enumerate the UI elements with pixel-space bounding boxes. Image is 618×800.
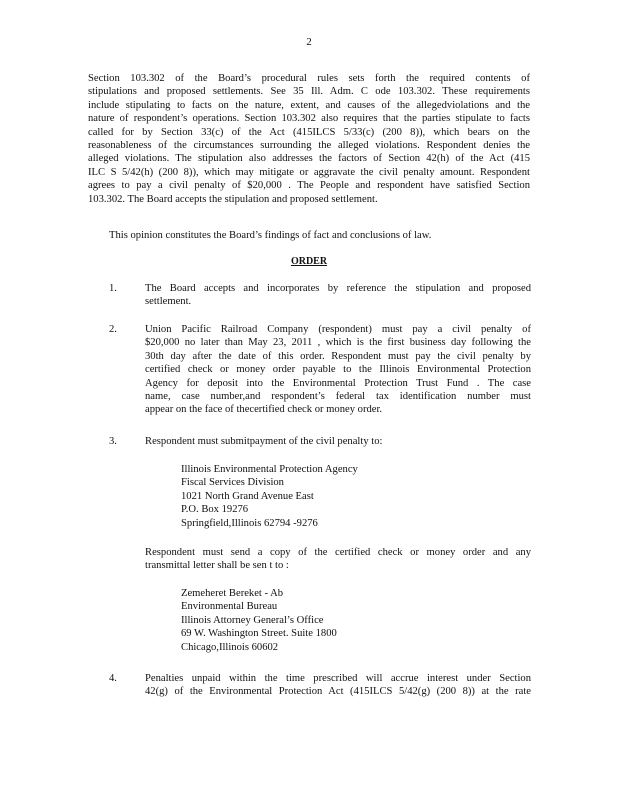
item-number: 2. xyxy=(109,324,117,335)
paragraph-line: Section 103.302 of the Board’s procedural rules sets forth the required contents of xyxy=(88,73,530,84)
item-text-line: 42(g) of the Environmental Protection Act (415ILCS 5/42(g) (200 8)) at the rate xyxy=(145,686,531,698)
address-line: Zemeheret Bereket - Ab xyxy=(181,588,284,599)
item-text-line: Respondent must send a copy of the certified check or money order and any xyxy=(145,547,531,558)
paragraph-line: include stipulating to facts on the nature, extent, and causes of the allegedviolations and the xyxy=(88,99,530,111)
address-line: Chicago,Illinois 60602 xyxy=(181,641,279,653)
item-text-line: Agency for deposit into the Environmental Protection Trust Fund . The case xyxy=(145,377,531,389)
intro-paragraph xyxy=(88,72,530,206)
item-text-line: certified check or money order payable to the Illinois Environmental Protection xyxy=(145,364,531,376)
order-item-2 xyxy=(145,323,531,417)
address-line: Environmental Bureau xyxy=(181,601,278,613)
item-number: 1. xyxy=(109,283,117,294)
item-text-line: 30th day after the date of this order. Respondent must pay the civil penalty by xyxy=(145,350,531,362)
order-item-1 xyxy=(145,282,531,309)
opinion-statement: This opinion constitutes the Board’s findings of fact and conclusions of law. xyxy=(109,230,432,241)
payment-address xyxy=(181,463,358,530)
item-text-line: Respondent must submitpayment of the civil penalty to: xyxy=(145,436,383,447)
paragraph-line: agrees to pay a civil penalty of $20,000 . The People and respondent have satisfied Section xyxy=(88,180,530,192)
address-line: Springfield,Illinois 62794 -9276 xyxy=(181,517,318,529)
item-number: 4. xyxy=(109,673,117,684)
item-text-line: settlement. xyxy=(145,296,192,308)
order-item-4 xyxy=(145,672,531,699)
paragraph-line: alleged violations. The stipulation also addresses the factors of Section 42(h) of the Act (415 xyxy=(88,153,530,165)
paragraph-line: ILC S 5/42(h) (200 8)), which may mitigate or aggravate the civil penalty amount. Respondent xyxy=(88,166,530,178)
paragraph-line: nature of respondent’s operations. Section 103.302 also requires that the parties stipulate to facts xyxy=(88,113,530,125)
paragraph-line: 103.302. The Board accepts the stipulation and proposed settlement. xyxy=(88,193,378,205)
item-text-line: Penalties unpaid within the time prescribed will accrue interest under Section xyxy=(145,673,531,684)
address-line: Illinois Environmental Protection Agency xyxy=(181,464,358,475)
page-number: 2 xyxy=(306,36,312,48)
address-line: P.O. Box 19276 xyxy=(181,504,249,516)
address-line: Fiscal Services Division xyxy=(181,477,284,489)
paragraph-line: called for by Section 33(c) of the Act (415ILCS 5/33(c) (200 8)), which bears on the xyxy=(88,126,530,138)
item-number: 3. xyxy=(109,436,117,447)
order-item-3 xyxy=(145,435,531,448)
address-line: 69 W. Washington Street. Suite 1800 xyxy=(181,628,337,640)
item-text-line: Union Pacific Railroad Company (respondent) must pay a civil penalty of xyxy=(145,324,531,335)
paragraph-line: stipulations and proposed settlements. See 35 Ill. Adm. C ode 103.302. These requirements xyxy=(88,86,530,98)
item-text-line: name, case number,and respondent’s federal tax identification number must xyxy=(145,391,531,403)
copy-address xyxy=(181,587,337,654)
paragraph-line: reasonableness of the circumstances surrounding the alleged violations. Respondent denies the xyxy=(88,140,530,152)
order-heading: ORDER xyxy=(290,256,328,267)
item-text-line: $20,000 no later than May 23, 2011 , which is the first business day following the xyxy=(145,337,531,349)
item-text-line: appear on the face of thecertified check or money order. xyxy=(145,404,383,416)
item-text-line: transmittal letter shall be sen t to : xyxy=(145,560,289,572)
address-line: Illinois Attorney General’s Office xyxy=(181,614,324,626)
copy-instruction xyxy=(145,546,531,573)
item-text-line: The Board accepts and incorporates by reference the stipulation and proposed xyxy=(145,283,531,294)
address-line: 1021 North Grand Avenue East xyxy=(181,490,314,502)
